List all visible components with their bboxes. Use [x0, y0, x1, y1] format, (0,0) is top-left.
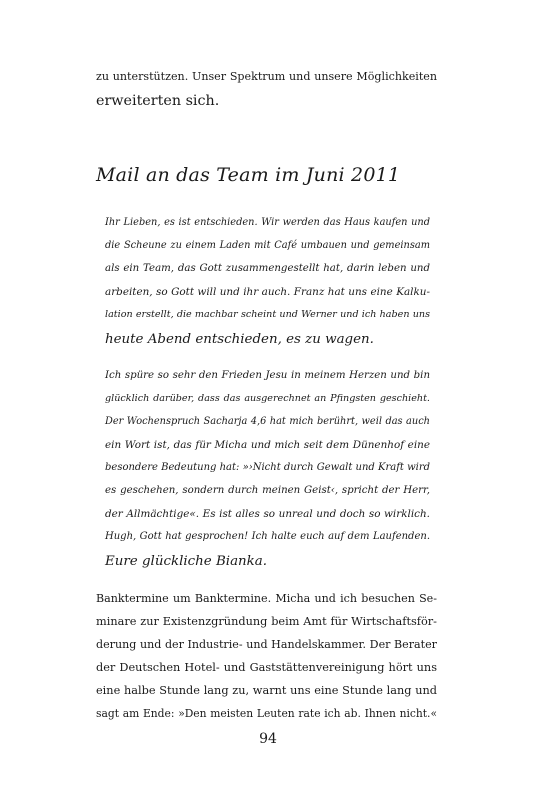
quote-p2-line-3: Der Wochenspruch Sacharja 4,6 hat mich berührt, weil das auch — [105, 416, 430, 427]
quote-p1-line-2: die Scheune zu einem Laden mit Café umbauen und gemeinsam — [105, 240, 430, 251]
section-heading: Mail an das Team im Juni 2011 — [96, 164, 401, 186]
intro-line-1: zu unterstützen. Unser Spektrum und unsere Möglichkeiten — [96, 70, 437, 83]
quote-p1-line-1: Ihr Lieben, es ist entschieden. Wir werden das Haus kaufen und — [105, 217, 430, 228]
quote-p2-line-6: es geschehen, sondern durch meinen Geist‹, spricht der Herr, — [105, 485, 430, 496]
closing-line-6: sagt am Ende: »Den meisten Leuten rate ich ab. Ihnen nicht.« — [96, 707, 437, 720]
quote-p2-line-7: der Allmächtige«. Es ist alles so unreal und doch so wirklich. — [105, 508, 430, 520]
closing-line-1: Banktermine um Banktermine. Micha und ich besuchen Se- — [96, 592, 437, 605]
quote-p2-line-5: besondere Bedeutung hat: »›Nicht durch Gewalt und Kraft wird — [105, 462, 431, 473]
quote-p1-line-3: als ein Team, das Gott zusammengestellt hat, darin leben und — [105, 263, 430, 274]
quote-p2-line-8: Hugh, Gott hat gesprochen! Ich halte euch auf dem Laufenden. — [105, 531, 430, 542]
page-number: 94 — [259, 731, 277, 747]
closing-line-3: derung und der Industrie- und Handelskammer. Der Berater — [96, 638, 437, 651]
quote-p1-line-6: heute Abend entschieden, es zu wagen. — [105, 332, 374, 347]
quote-p2-line-2: glücklich darüber, dass das ausgerechnet an Pfingsten geschieht. — [105, 393, 430, 404]
quote-p2-line-4: ein Wort ist, das für Micha und mich seit dem Dünenhof eine — [105, 439, 430, 451]
intro-line-2: erweiterten sich. — [96, 93, 220, 109]
quote-p1-line-5: lation erstellt, die machbar scheint und Werner und ich haben uns — [105, 309, 430, 320]
closing-line-5: eine halbe Stunde lang zu, warnt uns eine Stunde lang und — [96, 684, 437, 697]
quote-p1-line-4: arbeiten, so Gott will und ihr auch. Franz hat uns eine Kalku- — [105, 286, 430, 298]
quote-p2-line-1: Ich spüre so sehr den Frieden Jesu in meinem Herzen und bin — [105, 370, 430, 381]
closing-line-4: der Deutschen Hotel- und Gaststättenvereinigung hört uns — [96, 661, 437, 674]
closing-line-2: minare zur Existenzgründung beim Amt für Wirtschaftsför- — [96, 615, 437, 628]
quote-p2-line-9: Eure glückliche Bianka. — [105, 554, 268, 569]
